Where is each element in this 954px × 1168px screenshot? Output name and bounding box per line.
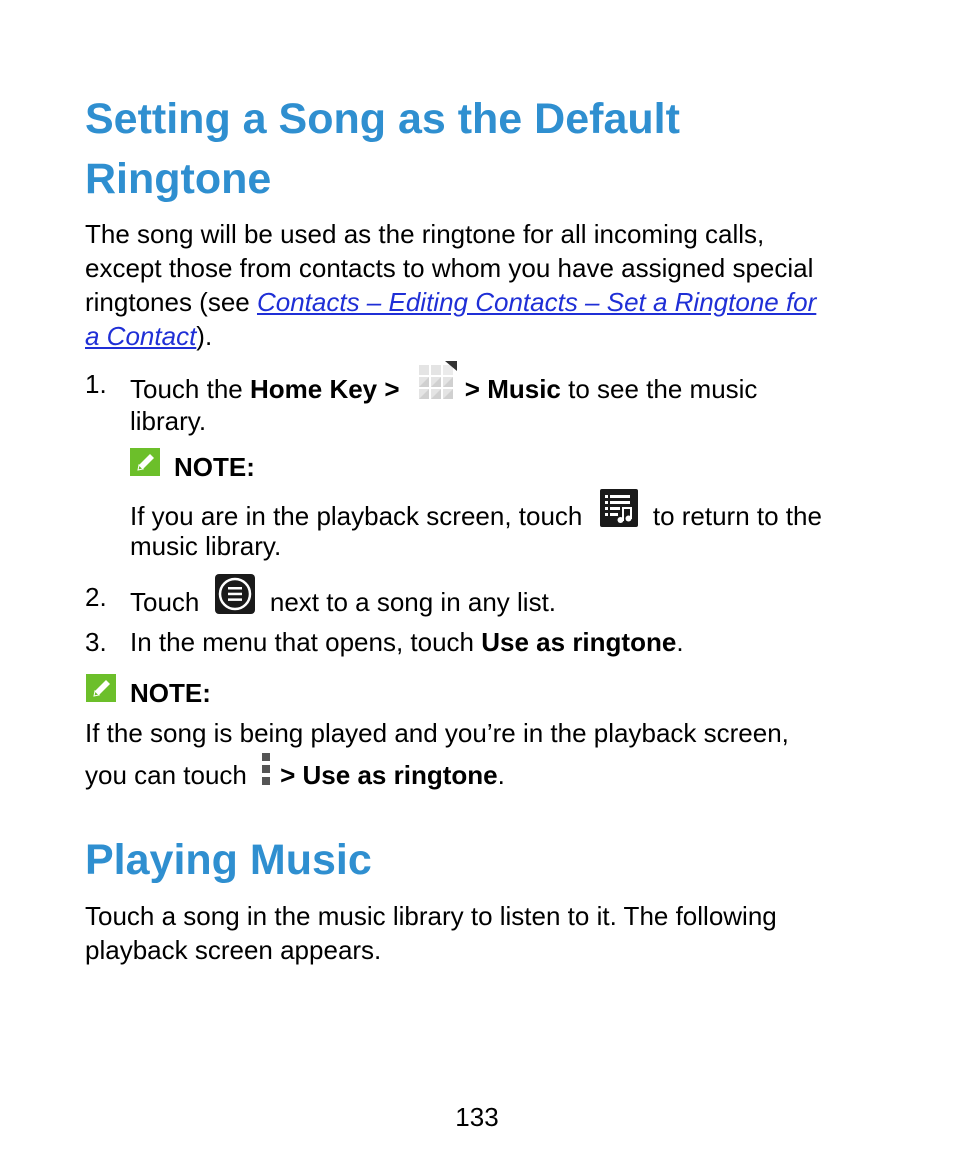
- section-title-line1: Setting a Song as the Default: [85, 95, 680, 143]
- step-2-number: 2.: [85, 582, 107, 612]
- note-2-continued: you can touch > Use as ringtone.: [85, 757, 885, 797]
- apps-grid-icon: [417, 361, 457, 409]
- overflow-menu-icon: [260, 753, 272, 793]
- section-title-line2: Ringtone: [85, 155, 272, 203]
- note-1-continued: music library.: [130, 531, 282, 561]
- menu-circle-icon: [215, 574, 255, 622]
- step-1-text: Touch the Home Key > > Music to see the music: [130, 367, 757, 415]
- step-2-text: Touch next to a song in any list.: [130, 580, 556, 628]
- step-3-text: In the menu that opens, touch Use as ringtone.: [130, 627, 684, 657]
- note-pencil-icon: [86, 674, 116, 702]
- note-pencil-icon: [130, 448, 160, 476]
- section-title: [85, 89, 680, 209]
- note-label: NOTE:: [174, 452, 255, 482]
- note-label: NOTE:: [130, 678, 211, 708]
- step-1-number: 1.: [85, 369, 107, 399]
- contacts-ringtone-link[interactable]: Contacts – Editing Contacts – Set a Ringtone for a Contact: [85, 287, 817, 351]
- section-2-title: Playing Music: [85, 836, 372, 884]
- note-2-text: If the song is being played and you’re in the playback screen,: [85, 718, 789, 748]
- section-2-body: Touch a song in the music library to listen to it. The following playback screen appears.: [85, 901, 777, 965]
- intro-paragraph: The song will be used as the ringtone for all incoming calls, except those from contacts to whom you have assigned special ringtones (see Contacts – Editing Contacts – Set a Ringtone for a Contact).: [85, 219, 817, 351]
- note-1-text: If you are in the playback screen, touch to return to the: [130, 495, 822, 541]
- page-number: 133: [455, 1102, 499, 1132]
- music-library-icon: [600, 489, 638, 535]
- step-3-number: 3.: [85, 627, 107, 657]
- step-1-continued: library.: [130, 406, 207, 436]
